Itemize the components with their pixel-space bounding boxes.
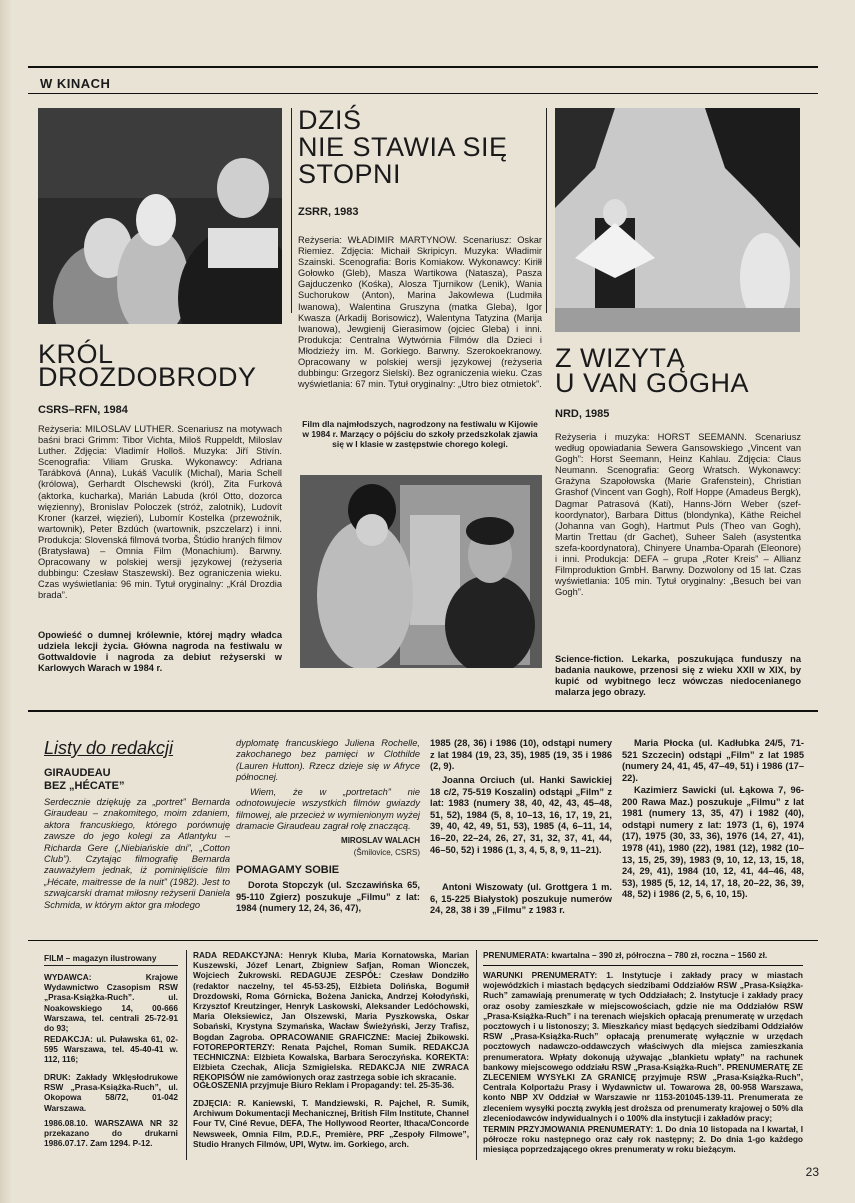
dzis-title-2: NIE STAWIA SIĘ [298, 132, 508, 162]
prenumerata-price: PRENUMERATA: kwartalna – 390 zł, półroczna – 780 zł, roczna – 1560 zł. [483, 950, 768, 960]
masthead-rada: RADA REDAKCYJNA: Henryk Kluba, Maria Kornatowska, Marian Kuszewski, Józef Lenart, Zbigniew Safjan, Roman Wionczek, Wojciech Żukrowski. REDAGUJE ZESPÓŁ: Czesław Dondziłło (redaktor naczelny, tel 45-53-25), Elżbieta Dolińska, Bogumił Drozdowski, Roma Górnicka, Bożena Janicka, Andrzej Kołodyński, Krzysztof Kreutzinger, Henryk Laskowski, Aleksander Ledóchowski, Maria Oleksiewicz, Jan Olszewski, Maria Pyszkowska, Oskar Sobański, Krystyna Szymańska, Wacław Świeżyński, Jerzy Trafisz, Bogdan Zagroba. OPRACOWANIE GRAFICZNE: Maciej Żbikowski. FOTOREPORTERZY: Renata Pajchel, Roman Sumik. REDAKCJA TECHNICZNA: Elżbieta Kowalska, Barbara Seroczyńska. KOREKTA: Elżbieta Czechak, Alicja Szmigielska. REDAKCJA NIE ZWRACA RĘKOPISÓW nie zamówionych oraz zastrzega sobie ich skracanie. [193, 950, 469, 1083]
giraudeau-title-1: GIRAUDEAU [44, 767, 111, 779]
masthead-title: FILM – magazyn ilustrowany [44, 953, 178, 966]
masthead-ogloszenia: OGŁOSZENIA przyjmuje Biuro Reklam i Propagandy: tel. 25-35-36. [193, 1080, 455, 1090]
prenumerata-termin: TERMIN PRZYJMOWANIA PRENUMERATY: 1. Do dnia 10 listopada na I kwartał, I półrocze roku następnego oraz cały rok następny; 2. Do dnia 1-go każdego miesiąca poprzedzającego okres prenumeraty w roku bieżącym. [483, 1124, 803, 1155]
vangogh-photo [555, 108, 800, 332]
masthead-dates: 1986.08.10. WARSZAWA NR 32 przekazano do drukarni 1986.07.17. Zam 1294. P-12. [44, 1118, 178, 1149]
dzis-credits: Reżyseria: WŁADIMIR MARTYNOW. Scenariusz: Oskar Riemiez. Zdjęcia: Michaił Skripicyn. Muzyka: Władimir Szainski. Scenografia: Boris Komiakow. Wykonawcy: Kiriłł Gołowko (Gleb), Masza Wartikowa (Natasza), Pasza Gajduczenko (Kośka), Alosza Tjurnikow (Lenik), Wania Suchorukow (Anton), Marina Jakowlewa (Ludmiła Iwanowa), Walentina Gruszyna (matka Gleba), Igor Kwasza (Arkadij Borisowicz), Walentyna Tatyzina (Marija Iwanowa), Jewgienij Gierasimow (ojciec Gleba) i inni. Produkcja: Centralna Wytwórnia Filmów dla Dzieci i Młodzieży im. M. Gorkiego. Barwny. Szerokoekranowy. Opracowany w polskiej wersji językowej (reżyseria dubbingu: Grzegorz Sielski). Bez ograniczenia wieku. Czas wyświetlania: 67 min. Tytuł oryginalny: „Utro biez otmietok”. [298, 235, 542, 390]
dzis-title-1: DZIŚ [298, 105, 362, 135]
pomagamy-entry-2: 1985 (28, 36) i 1986 (10), odstąpi numery z lat 1984 (19, 23, 35), 1985 (19, 35 i 1986 (2, 9). [430, 738, 612, 772]
footer-rule-2 [476, 950, 477, 1160]
vangogh-credits: Reżyseria i muzyka: HORST SEEMANN. Scenariusz według opowiadania Sewera Gansowskiego „Vincent van Gogh”: Horst Seemann, Heinz Kahlau. Zdjęcia: Claus Neumann. Scenografia: Georg Wratsch. Wykonawcy: Grażyna Szapołowska (Marie Grafenstein), Christian Grashof (Vincent van Gogh), Rolf Hoppe (Amadeus Bergk), Dagmar Patrasová (Kati), Hanns-Jörn Weber (szef-koordynator), Barbara Dittus (blondynka), Käthe Reichel (Johanna van Gogh), Hartmut Puls (Theo van Gogh), Martin Trettau (dr Gachet), Suheer Saleh (asystentka szefa-koordynatora), Chinyere Unamba-Oparah (Eleonore) i inni. Produkcja: DEFA – grupa „Roter Kreis” – Allianz Filmproduktion GmbH. Barwny. Dozwolony od 15 lat. Czas wyświetlania: 105 min. Tytuł oryginalny: „Besuch bei van Gogh”. [555, 432, 801, 598]
vangogh-caption: Science-fiction. Lekarka, poszukująca funduszy na badania naukowe, przenosi się z wieku XXII w XIX, by kupić od wybitnego lecz wówczas niedocenianego malarza jego obrazy. [555, 654, 801, 698]
masthead-redakcja: REDAKCJA: ul. Puławska 61, 02-595 Warszawa, tel. 45-40-41 w. 112, 116; [44, 1034, 178, 1065]
top-rule [28, 66, 818, 68]
section-heading: W KINACH [40, 76, 111, 91]
dzis-photo [300, 475, 542, 668]
prenumerata-warunki: WARUNKI PRENUMERATY: 1. Instytucje i zakłady pracy w miastach wojewódzkich i miastach będących siedzibami Oddziałów RSW „Prasa-Książka-Ruch” zamawiają prenumeratę w tych Oddziałach; 2. Instytucje i zakłady pracy oraz osoby zamieszkałe w miejscowościach, gdzie nie ma Oddziałów RSW „Prasa-Książka-Ruch” i na terenach wiejskich opłacają prenumeratę w urzędach pocztowych i u listonoszy; 3. Mieszkańcy miast będących siedzibami Oddziałów RSW „Prasa-Książka-Ruch” opłacają prenumeratę wyłącznie w urzędach pocztowych nadawczo-oddawczych właściwych dla miejsca zamieszkania prenumeratora. Wpłaty dokonują używając „blankietu wpłaty” na rachunek bankowy miejscowego oddziału RSW „Prasa-Książka-Ruch”. PRENUMERATĘ ZE ZLECENIEM WYSYŁKI ZA GRANICĘ przyjmuje RSW „Prasa-Książka-Ruch”, Centrala Kolportażu Prasy i Wydawnictw ul. Towarowa 28, 00-958 Warszawa, konto NBP XV Oddział w Warszawie nr 1153-201045-139-11. Prenumerata ze zleceniem wysyłki pocztą zwykłą jest droższa od prenumeraty krajowej o 50% dla zleceniodawców indywidualnych i o 100% dla instytucji i zakładów pracy; [483, 970, 804, 1123]
masthead-zdjecia: ZDJĘCIA: R. Kaniewski, T. Mandziewski, R. Pajchel, R. Sumik, Archiwum Dokumentacji Mechanicznej, British Film Institute, Channel Four TV, Ciné Revue, DEFA, The Hollywood Reorter, Ithaca/Concorde Newsweek, Omnia Film, P.D.F., Première, PRF „Zespoły Filmowe”, Studio Hranych Filmów, UPI, Wytw. im. Gorkiego, arch. [193, 1098, 469, 1149]
page-number: 23 [805, 1165, 819, 1179]
masthead-druk: DRUK: Zakłady Wklęsłodrukowe RSW „Prasa-Książka-Ruch”, ul. Okopowa 58/72, 01-042 Warszawa. [44, 1072, 178, 1113]
giraudeau-letter-cont: dyplomatę francuskiego Juliena Rochelle, zakochanego bez pamięci w Clothilde (Lauren Hutton). Rzecz dzieje się w Afryce północnej. [236, 738, 420, 783]
prenumerata-rule [483, 965, 803, 966]
giraudeau-letter-cont2: Wiem, że w „portretach” nie odnotowujecie wszystkich filmów gwiazdy filmowej, ale przecież w wymienionym wyżej dramacie Giraudeau zagrał rolę znaczącą. [236, 787, 420, 832]
footer-rule-1 [186, 950, 187, 1160]
masthead-wydawca: WYDAWCA: Krajowe Wydawnictwo Czasopism RSW „Prasa-Książka-Ruch”. ul. Noakowskiego 14, 00-666 Warszawa, tel. centrali 25-72-91 do 93; [44, 972, 178, 1034]
dzis-title-3: STOPNI [298, 159, 402, 189]
krol-credits: Reżyseria: MILOSLAV LUTHER. Scenariusz na motywach baśni braci Grimm: Tibor Vichta, Miloš Ruppeldt, Miloslav Luther. Zdjęcia: Vladimír Holloš. Muzyka: Jiří Stivín. Scenografia: Viliam Gruska. Wykonawcy: Adriana Tarábková (Anna), Lukáš Vaculík (Michal), Maria Schell (królowa), Gerhardt Olschewski (król), Zita Furková (aktorka, kucharka), Marián Labuda (król Otto, dozorca więzienny), Bronislav Poloczek (stróż, zalotnik), Ludovít Kroner (karzeł, więzień), Lubomír Kostelka (przewoźnik, wartownik), Peter Bzdúch (wartownik, pszczelarz) i inni. Produkcja: Slovenská filmová tvorba, Štúdio hraných filmov (Bratysława) – Omnia Film (Monachium). Barwny. Opracowany w polskiej wersji językowej (reżyseria dubbingu: Czesław Staszewski). Bez ograniczenia wieku. Czas wyświetlania: 96 min. Tytuł oryginalny: „Král Drozdia brada”. [38, 424, 282, 601]
header-underline [28, 93, 818, 94]
vangogh-country: NRD, 1985 [555, 408, 610, 420]
pomagamy-entry-1: Dorota Stopczyk (ul. Szczawińska 65, 95-110 Zgierz) poszukuje „Filmu” z lat: 1984 (numery 12, 24, 36, 47), [236, 880, 420, 914]
giraudeau-letter: Serdecznie dziękuję za „portret” Bernarda Giraudeau – znakomitego, moim zdaniem, aktora francuskiego, którego porównuję zawsze do jego kolegi za Atlantyku – Richarda Gere („Niebiańskie dni”, „Cotton Club”). Czytając filmografię Bernarda zauważyłem jednak, iż pominięliście film „Hécate, maitresse de la nuit” (1982). Jest to szwajcarski dramat miłosny reżyserii Daniela Schmida, w którym aktor gra młodego [44, 797, 230, 910]
krol-country: CSRS–RFN, 1984 [38, 404, 128, 416]
pomagamy-entry-4: Antoni Wiszowaty (ul. Grottgera 1 m. 6, 15-225 Białystok) poszukuje numerów 24, 28, 38 i 39 „Filmu” z 1983 r. [430, 882, 612, 916]
krol-caption: Opowieść o dumnej królewnie, której mądry władca udziela lekcji życia. Główna nagroda na festiwalu w Gottwaldovie i nagroda za debiut reżyserski w Karlowych Warach w 1984 r. [38, 630, 282, 674]
paper-edge [0, 0, 14, 1203]
krol-photo [38, 108, 282, 324]
letters-title: Listy do redakcji [44, 738, 174, 758]
dzis-country: ZSRR, 1983 [298, 206, 359, 218]
col-rule-right [546, 108, 547, 313]
footer-top-rule [28, 940, 818, 941]
pomagamy-entry-3: Joanna Orciuch (ul. Hanki Sawickiej 18 c/2, 75-519 Koszalin) odstąpi „Film” z lat: 1983 (numery 38, 40, 42, 43, 45–48, 51, 52), 1984 (5, 8, 10–13, 16, 17, 19, 21, 39, 40, 42, 49, 51, 53), 1985 (4, 6–11, 14, 16–20, 22–24, 26, 27, 31, 32, 37, 41, 44, 46–50, 52) i 1986 (1, 3, 4, 5, 8, 9, 11–21). [430, 775, 612, 855]
vangogh-title-2: U VAN GOGHA [555, 368, 750, 398]
letter-signature-place: (Šmilovice, CSRS) [353, 848, 420, 857]
pomagamy-title: POMAGAMY SOBIE [236, 864, 340, 876]
pomagamy-entry-6: Kazimierz Sawicki (ul. Łąkowa 7, 96-200 Rawa Maz.) poszukuje „Filmu” z lat 1981 (numery 13, 35, 47) i 1982 (40), odstąpi numery z lat: 1973 (1, 6), 1974 (17), 1975 (30, 33, 36), 1976 (14, 27, 41), 1978 (41), 1980 (22), 1981 (12), 1982 (10–13, 15, 25, 39), 1983 (9, 10, 12, 13, 15, 18, 24, 29, 41), 1984 (10, 12, 41, 44–46, 48, 53), 1985 (5, 12, 14, 17, 18, 20–22, 36, 39, 48, 52) i 1986 (2, 5, 6, 10, 15). [622, 785, 804, 900]
col-rule-left [291, 108, 292, 313]
letter-signature: MIROSLAV WALACH [341, 836, 420, 845]
krol-title-2: DROZDOBRODY [38, 362, 257, 392]
giraudeau-title-2: BEZ „HÉCATE” [44, 780, 125, 792]
letters-top-rule [28, 710, 818, 712]
vangogh-title-1: Z WIZYTĄ [555, 343, 685, 373]
krol-title-1: KRÓL [38, 339, 114, 369]
pomagamy-entry-5: Maria Płocka (ul. Kadłubka 24/5, 71-521 Szczecin) odstąpi „Film” z lat 1985 (numery 24, 41, 45, 47–49, 51) i 1986 (17–22). [622, 738, 804, 783]
dzis-caption: Film dla najmłodszych, nagrodzony na festiwalu w Kijowie w 1984 r. Marzący o pójściu do szkoły przedszkolak zjawia się w I klasie w zastępstwie chorego kolegi. [302, 419, 538, 449]
